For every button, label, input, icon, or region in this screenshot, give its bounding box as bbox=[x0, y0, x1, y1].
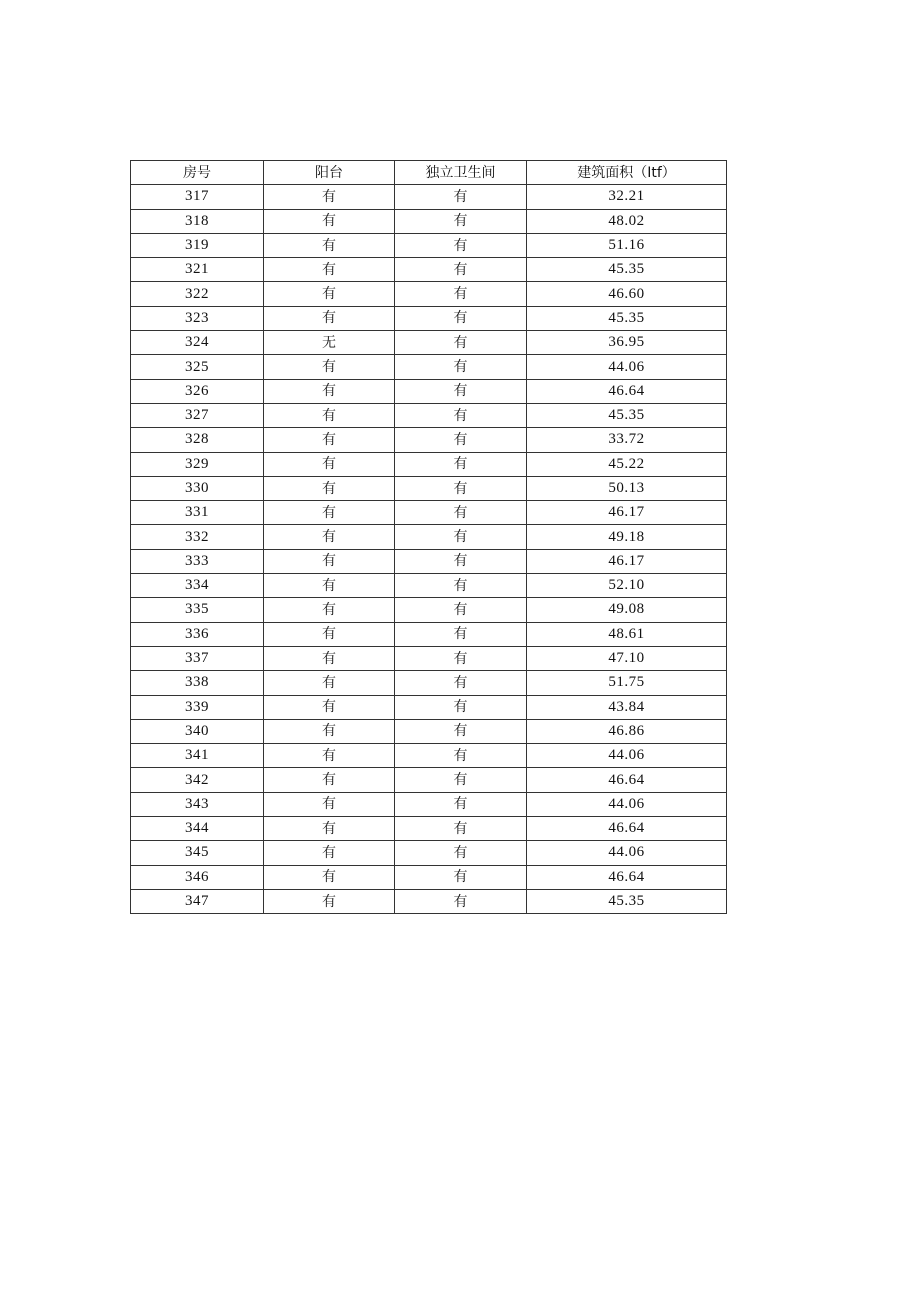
header-row bbox=[131, 161, 727, 185]
table-row bbox=[131, 185, 727, 209]
cell-private-bathroom: 有 bbox=[395, 331, 527, 355]
cell-room-number: 330 bbox=[131, 476, 264, 500]
table-row bbox=[131, 865, 727, 889]
cell-private-bathroom: 有 bbox=[395, 889, 527, 913]
table-row bbox=[131, 525, 727, 549]
cell-private-bathroom: 有 bbox=[395, 768, 527, 792]
cell-floor-area: 46.17 bbox=[527, 501, 727, 525]
cell-room-number: 322 bbox=[131, 282, 264, 306]
cell-private-bathroom: 有 bbox=[395, 428, 527, 452]
cell-room-number: 340 bbox=[131, 719, 264, 743]
cell-floor-area: 45.35 bbox=[527, 306, 727, 330]
table-row bbox=[131, 476, 727, 500]
cell-balcony: 有 bbox=[264, 525, 395, 549]
cell-floor-area: 51.16 bbox=[527, 233, 727, 257]
cell-private-bathroom: 有 bbox=[395, 671, 527, 695]
cell-floor-area: 50.13 bbox=[527, 476, 727, 500]
cell-balcony: 有 bbox=[264, 865, 395, 889]
cell-private-bathroom: 有 bbox=[395, 622, 527, 646]
cell-balcony: 有 bbox=[264, 403, 395, 427]
cell-room-number: 333 bbox=[131, 549, 264, 573]
cell-floor-area: 46.64 bbox=[527, 817, 727, 841]
cell-floor-area: 49.18 bbox=[527, 525, 727, 549]
cell-private-bathroom: 有 bbox=[395, 233, 527, 257]
cell-private-bathroom: 有 bbox=[395, 817, 527, 841]
cell-balcony: 有 bbox=[264, 792, 395, 816]
cell-floor-area: 46.64 bbox=[527, 379, 727, 403]
table-header bbox=[131, 161, 727, 185]
table-row bbox=[131, 646, 727, 670]
cell-private-bathroom: 有 bbox=[395, 719, 527, 743]
cell-room-number: 338 bbox=[131, 671, 264, 695]
cell-room-number: 334 bbox=[131, 574, 264, 598]
cell-private-bathroom: 有 bbox=[395, 185, 527, 209]
cell-balcony: 有 bbox=[264, 282, 395, 306]
header-balcony: 阳台 bbox=[264, 161, 395, 185]
cell-private-bathroom: 有 bbox=[395, 355, 527, 379]
cell-balcony: 有 bbox=[264, 719, 395, 743]
cell-floor-area: 36.95 bbox=[527, 331, 727, 355]
cell-floor-area: 44.06 bbox=[527, 355, 727, 379]
cell-balcony: 有 bbox=[264, 817, 395, 841]
table-row bbox=[131, 817, 727, 841]
cell-private-bathroom: 有 bbox=[395, 379, 527, 403]
cell-balcony: 有 bbox=[264, 233, 395, 257]
table-row bbox=[131, 428, 727, 452]
table-row bbox=[131, 258, 727, 282]
table-row bbox=[131, 598, 727, 622]
cell-room-number: 331 bbox=[131, 501, 264, 525]
cell-private-bathroom: 有 bbox=[395, 452, 527, 476]
cell-balcony: 有 bbox=[264, 379, 395, 403]
cell-room-number: 343 bbox=[131, 792, 264, 816]
cell-room-number: 318 bbox=[131, 209, 264, 233]
cell-balcony: 有 bbox=[264, 306, 395, 330]
cell-floor-area: 44.06 bbox=[527, 841, 727, 865]
cell-private-bathroom: 有 bbox=[395, 792, 527, 816]
cell-private-bathroom: 有 bbox=[395, 525, 527, 549]
cell-floor-area: 46.64 bbox=[527, 768, 727, 792]
table-body bbox=[131, 185, 727, 914]
cell-floor-area: 46.86 bbox=[527, 719, 727, 743]
cell-balcony: 有 bbox=[264, 671, 395, 695]
cell-room-number: 317 bbox=[131, 185, 264, 209]
cell-private-bathroom: 有 bbox=[395, 841, 527, 865]
table-row bbox=[131, 719, 727, 743]
cell-room-number: 341 bbox=[131, 744, 264, 768]
cell-floor-area: 44.06 bbox=[527, 744, 727, 768]
cell-balcony: 有 bbox=[264, 744, 395, 768]
cell-private-bathroom: 有 bbox=[395, 501, 527, 525]
cell-floor-area: 32.21 bbox=[527, 185, 727, 209]
table-row bbox=[131, 622, 727, 646]
cell-room-number: 324 bbox=[131, 331, 264, 355]
table-row bbox=[131, 889, 727, 913]
table-row bbox=[131, 841, 727, 865]
cell-balcony: 有 bbox=[264, 768, 395, 792]
table-row bbox=[131, 768, 727, 792]
header-floor-area: 建筑面积（Itf） bbox=[527, 161, 727, 185]
cell-private-bathroom: 有 bbox=[395, 209, 527, 233]
cell-balcony: 无 bbox=[264, 331, 395, 355]
cell-balcony: 有 bbox=[264, 355, 395, 379]
cell-room-number: 339 bbox=[131, 695, 264, 719]
cell-floor-area: 46.60 bbox=[527, 282, 727, 306]
cell-balcony: 有 bbox=[264, 185, 395, 209]
table-row bbox=[131, 355, 727, 379]
cell-floor-area: 52.10 bbox=[527, 574, 727, 598]
cell-balcony: 有 bbox=[264, 476, 395, 500]
cell-floor-area: 45.35 bbox=[527, 889, 727, 913]
cell-floor-area: 51.75 bbox=[527, 671, 727, 695]
cell-room-number: 327 bbox=[131, 403, 264, 427]
table-row bbox=[131, 306, 727, 330]
cell-room-number: 332 bbox=[131, 525, 264, 549]
header-room-number: 房号 bbox=[131, 161, 264, 185]
cell-floor-area: 47.10 bbox=[527, 646, 727, 670]
cell-room-number: 344 bbox=[131, 817, 264, 841]
cell-room-number: 326 bbox=[131, 379, 264, 403]
cell-balcony: 有 bbox=[264, 622, 395, 646]
cell-private-bathroom: 有 bbox=[395, 744, 527, 768]
cell-room-number: 342 bbox=[131, 768, 264, 792]
room-table bbox=[130, 160, 727, 914]
cell-private-bathroom: 有 bbox=[395, 865, 527, 889]
table-row bbox=[131, 695, 727, 719]
cell-room-number: 347 bbox=[131, 889, 264, 913]
cell-floor-area: 45.35 bbox=[527, 258, 727, 282]
cell-private-bathroom: 有 bbox=[395, 646, 527, 670]
cell-balcony: 有 bbox=[264, 646, 395, 670]
cell-room-number: 321 bbox=[131, 258, 264, 282]
cell-balcony: 有 bbox=[264, 428, 395, 452]
cell-room-number: 329 bbox=[131, 452, 264, 476]
table-row bbox=[131, 501, 727, 525]
table-row bbox=[131, 574, 727, 598]
cell-private-bathroom: 有 bbox=[395, 258, 527, 282]
table-row bbox=[131, 792, 727, 816]
cell-floor-area: 49.08 bbox=[527, 598, 727, 622]
cell-balcony: 有 bbox=[264, 598, 395, 622]
cell-balcony: 有 bbox=[264, 695, 395, 719]
table-row bbox=[131, 549, 727, 573]
cell-room-number: 325 bbox=[131, 355, 264, 379]
cell-floor-area: 46.64 bbox=[527, 865, 727, 889]
cell-floor-area: 46.17 bbox=[527, 549, 727, 573]
cell-balcony: 有 bbox=[264, 452, 395, 476]
table-row bbox=[131, 209, 727, 233]
cell-room-number: 328 bbox=[131, 428, 264, 452]
table-row bbox=[131, 331, 727, 355]
cell-private-bathroom: 有 bbox=[395, 574, 527, 598]
cell-balcony: 有 bbox=[264, 501, 395, 525]
cell-floor-area: 33.72 bbox=[527, 428, 727, 452]
cell-balcony: 有 bbox=[264, 549, 395, 573]
cell-room-number: 335 bbox=[131, 598, 264, 622]
cell-balcony: 有 bbox=[264, 889, 395, 913]
cell-private-bathroom: 有 bbox=[395, 306, 527, 330]
table-row bbox=[131, 282, 727, 306]
cell-balcony: 有 bbox=[264, 574, 395, 598]
cell-room-number: 345 bbox=[131, 841, 264, 865]
cell-floor-area: 45.22 bbox=[527, 452, 727, 476]
cell-balcony: 有 bbox=[264, 841, 395, 865]
cell-balcony: 有 bbox=[264, 209, 395, 233]
cell-private-bathroom: 有 bbox=[395, 549, 527, 573]
table-row bbox=[131, 452, 727, 476]
cell-private-bathroom: 有 bbox=[395, 476, 527, 500]
header-private-bathroom: 独立卫生间 bbox=[395, 161, 527, 185]
cell-floor-area: 48.02 bbox=[527, 209, 727, 233]
table-row bbox=[131, 379, 727, 403]
cell-room-number: 346 bbox=[131, 865, 264, 889]
cell-private-bathroom: 有 bbox=[395, 403, 527, 427]
table-row bbox=[131, 671, 727, 695]
cell-room-number: 323 bbox=[131, 306, 264, 330]
cell-private-bathroom: 有 bbox=[395, 598, 527, 622]
table-row bbox=[131, 233, 727, 257]
cell-room-number: 337 bbox=[131, 646, 264, 670]
cell-floor-area: 48.61 bbox=[527, 622, 727, 646]
cell-floor-area: 43.84 bbox=[527, 695, 727, 719]
table-row bbox=[131, 744, 727, 768]
cell-floor-area: 44.06 bbox=[527, 792, 727, 816]
cell-room-number: 319 bbox=[131, 233, 264, 257]
cell-private-bathroom: 有 bbox=[395, 695, 527, 719]
cell-room-number: 336 bbox=[131, 622, 264, 646]
cell-private-bathroom: 有 bbox=[395, 282, 527, 306]
cell-floor-area: 45.35 bbox=[527, 403, 727, 427]
cell-balcony: 有 bbox=[264, 258, 395, 282]
table-row bbox=[131, 403, 727, 427]
